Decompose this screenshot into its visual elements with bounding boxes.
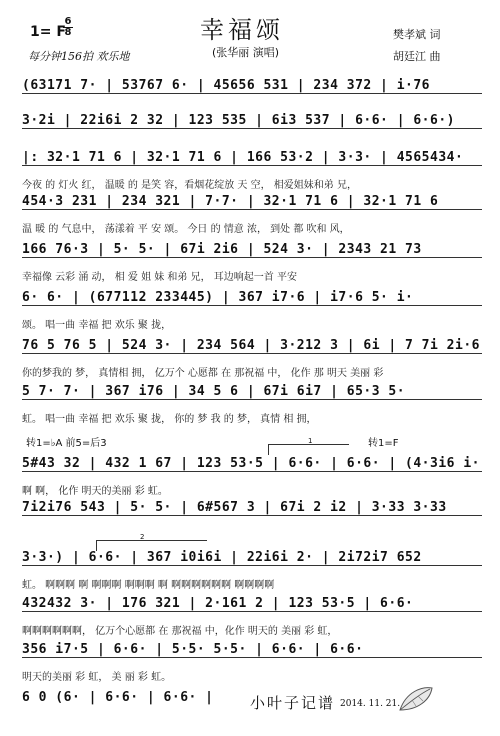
lyric-row-10: 明天的美丽 彩 虹， 美 丽 彩 虹。 (22, 672, 172, 683)
volta-number-1: 1 (308, 437, 313, 445)
lyric-row-6: 虹。 唱一曲 幸福 把 欢乐 聚 拢， 你的 梦 我 的 梦， 真情 相 拥， (22, 414, 317, 425)
notation-row-7: 76 5 76 5 | 524 3· | 234 564 | 3·212 3 | 6i | 7 7i 2i·6 (22, 338, 482, 354)
composer-credit: 胡廷江 曲 (393, 50, 441, 63)
tempo-marking: 每分钟156拍 欢乐地 (28, 50, 130, 63)
lyric-row-9: 啊啊啊啊啊啊， 亿万个心愿都 在 那祝福 中，化作 明天的 美丽 彩 虹， (22, 626, 338, 637)
lyric-row-3: 幸福像 云彩 涌 动， 相 爱 姐 妹 和弟 兄， 耳边响起一首 平安 (22, 272, 297, 283)
notation-row-13: 356 i7·5 | 6·6· | 5·5· 5·5· | 6·6· | 6·6· (22, 642, 482, 658)
time-signature-top: 6 (64, 16, 72, 27)
lyric-row-8: 虹。 啊啊啊 啊 啊啊啊 啊啊啊 啊 啊啊啊啊啊啊 啊啊啊啊 (22, 580, 275, 591)
lyric-row-5: 你的梦我的 梦， 真情相 拥， 亿万个 心愿都 在 那祝福 中， 化作 那 明天 美丽 彩 (22, 368, 384, 379)
time-signature-bottom: 8 (64, 27, 72, 38)
song-title: 幸福颂 (200, 16, 284, 44)
modulation-back-note: 转1=F (368, 438, 399, 449)
modulation-note: 转1=♭A 前5=后3 (26, 438, 107, 449)
notation-row-2: 3·2i | 22i6i 2 32 | 123 535 | 6i3 537 | 6·6· | 6·6·) (22, 113, 482, 129)
notation-row-10: 7i2i76 543 | 5· 5· | 6#567 3 | 67i 2 i2 | 3·33 3·33 (22, 500, 482, 516)
notation-row-5: 166 76·3 | 5· 5· | 67i 2i6 | 524 3· | 2343 21 73 (22, 242, 482, 258)
leaf-icon (396, 684, 436, 714)
notation-row-14: 6 0 (6· | 6·6· | 6·6· | (22, 690, 214, 705)
volta-number-2: 2 (140, 533, 145, 541)
singer-credit: (张华丽 演唱) (212, 46, 280, 59)
volta-bracket-1 (268, 444, 349, 455)
notation-row-6: 6· 6· | (677112 233445) | 367 i7·6 | i7·6 5· i· (22, 290, 482, 306)
lyric-row-1: 今夜 的 灯火 红， 温暖 的 是笑 容，看烟花绽放 天 空， 相爱姐妹和弟 兄， (22, 180, 357, 191)
lyric-row-4: 颂。 唱一曲 幸福 把 欢乐 聚 拢， (22, 320, 172, 331)
notation-row-3: |: 32·1 71 6 | 32·1 71 6 | 166 53·2 | 3·3· | 4565434· (22, 150, 482, 166)
lyricist-credit: 樊孝斌 词 (393, 28, 441, 41)
notation-row-1: (63171 7· | 53767 6· | 45656 531 | 234 372 | i·76 (22, 78, 482, 94)
notation-row-9: 5#43 32 | 432 1 67 | 123 53·5 | 6·6· | 6·6· | (4·3i6 i· (22, 456, 482, 472)
notation-row-4: 454·3 231 | 234 321 | 7·7· | 32·1 71 6 | 32·1 71 6 (22, 194, 482, 210)
transcriber-signature: 小叶子记谱 (250, 694, 336, 712)
notation-row-12: 432432 3· | 176 321 | 2·161 2 | 123 53·5 | 6·6· (22, 596, 482, 612)
transcription-date: 2014. 11. 21. (340, 699, 401, 709)
lyric-row-2: 温 暖 的 气息中， 荡漾着 平 安 颂。 今日 的 情意 浓， 到处 都 吹和 风， (22, 224, 350, 235)
key-signature: 1= F (30, 24, 66, 40)
notation-row-8: 5 7· 7· | 367 i76 | 34 5 6 | 67i 6i7 | 65·3 5· (22, 384, 482, 400)
lyric-row-7: 啊 啊， 化作 明天的美丽 彩 虹。 (22, 486, 168, 497)
time-signature (63, 17, 73, 38)
notation-row-11: 3·3·) | 6·6· | 367 i0i6i | 22i6i 2· | 2i72i7 652 (22, 550, 482, 566)
